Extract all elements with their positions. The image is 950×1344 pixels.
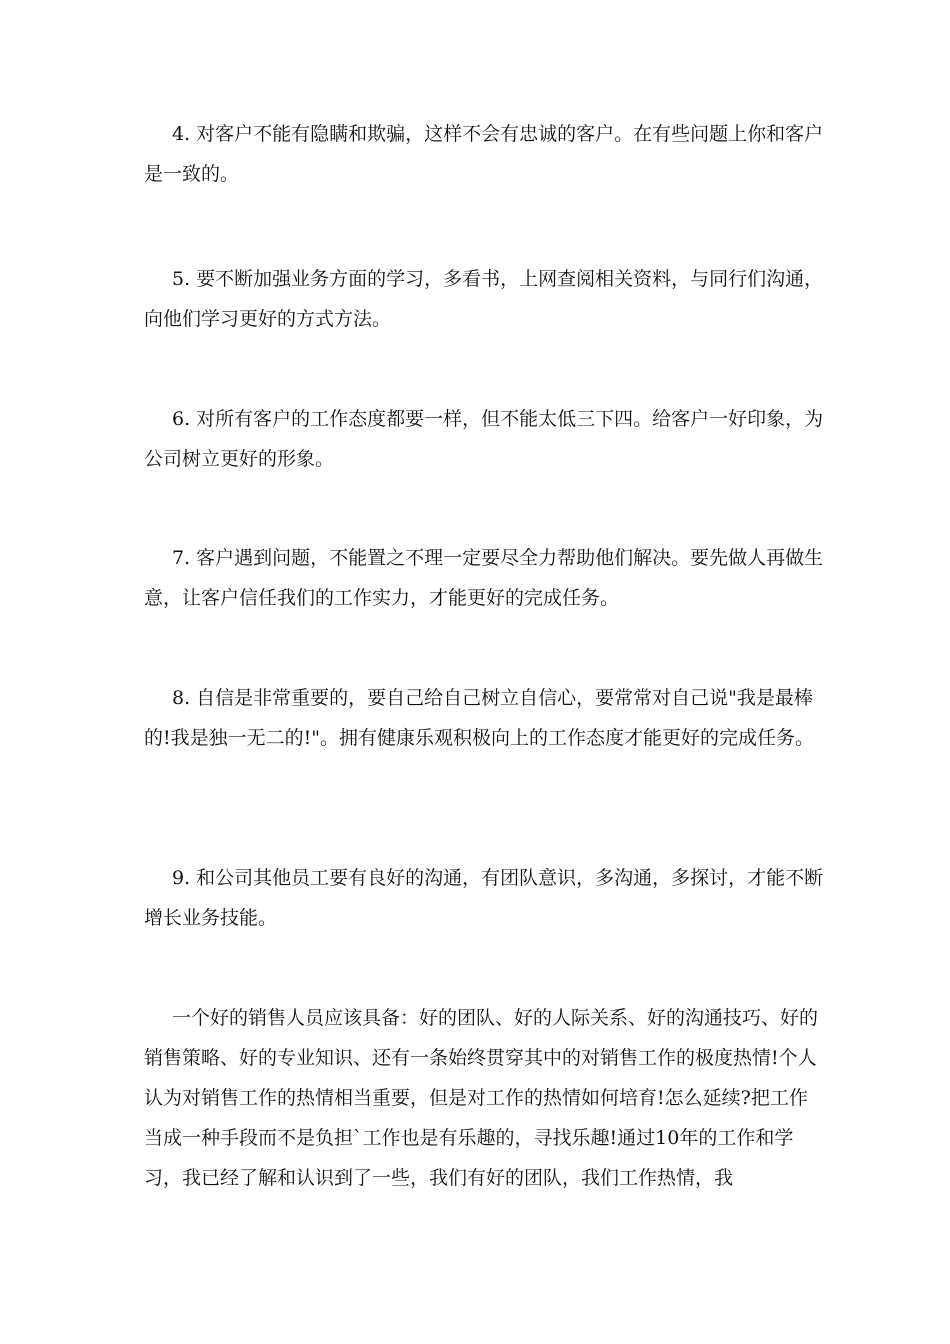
paragraph-summary: 一个好的销售人员应该具备：好的团队、好的人际关系、好的沟通技巧、好的销售策略、好的专业知识、还有一条始终贯穿其中的对销售工作的极度热情!个人认为对销售工作的热情相当重要，但是对工作的热情如何培育!怎么延续?把工作当成一种手段而不是负担`工作也是有乐趣的，寻找乐趣!通过10年的工作和学习，我已经了解和认识到了一些，我们有好的团队，我们工作热情，我 [144, 1007, 819, 1189]
paragraph-item-4: 4. 对客户不能有隐瞒和欺骗，这样不会有忠诚的客户。在有些问题上你和客户是一致的。 [144, 123, 824, 185]
paragraph-item-7: 7. 客户遇到问题，不能置之不理一定要尽全力帮助他们解决。要先做人再做生意，让客户信任我们的工作实力，才能更好的完成任务。 [144, 547, 824, 609]
paragraph-item-5: 5. 要不断加强业务方面的学习，多看书，上网查阅相关资料，与同行们沟通，向他们学习更好的方式方法。 [144, 268, 824, 330]
paragraph-item-6: 6. 对所有客户的工作态度都要一样，但不能太低三下四。给客户一好印象，为公司树立更好的形象。 [144, 408, 824, 470]
paragraph-item-9: 9. 和公司其他员工要有良好的沟通，有团队意识，多沟通，多探讨，才能不断增长业务技能。 [144, 867, 824, 929]
paragraph-item-8: 8. 自信是非常重要的，要自己给自己树立自信心，要常常对自己说"我是最棒的!我是独一无二的!"。拥有健康乐观积极向上的工作态度才能更好的完成任务。 [144, 687, 815, 749]
